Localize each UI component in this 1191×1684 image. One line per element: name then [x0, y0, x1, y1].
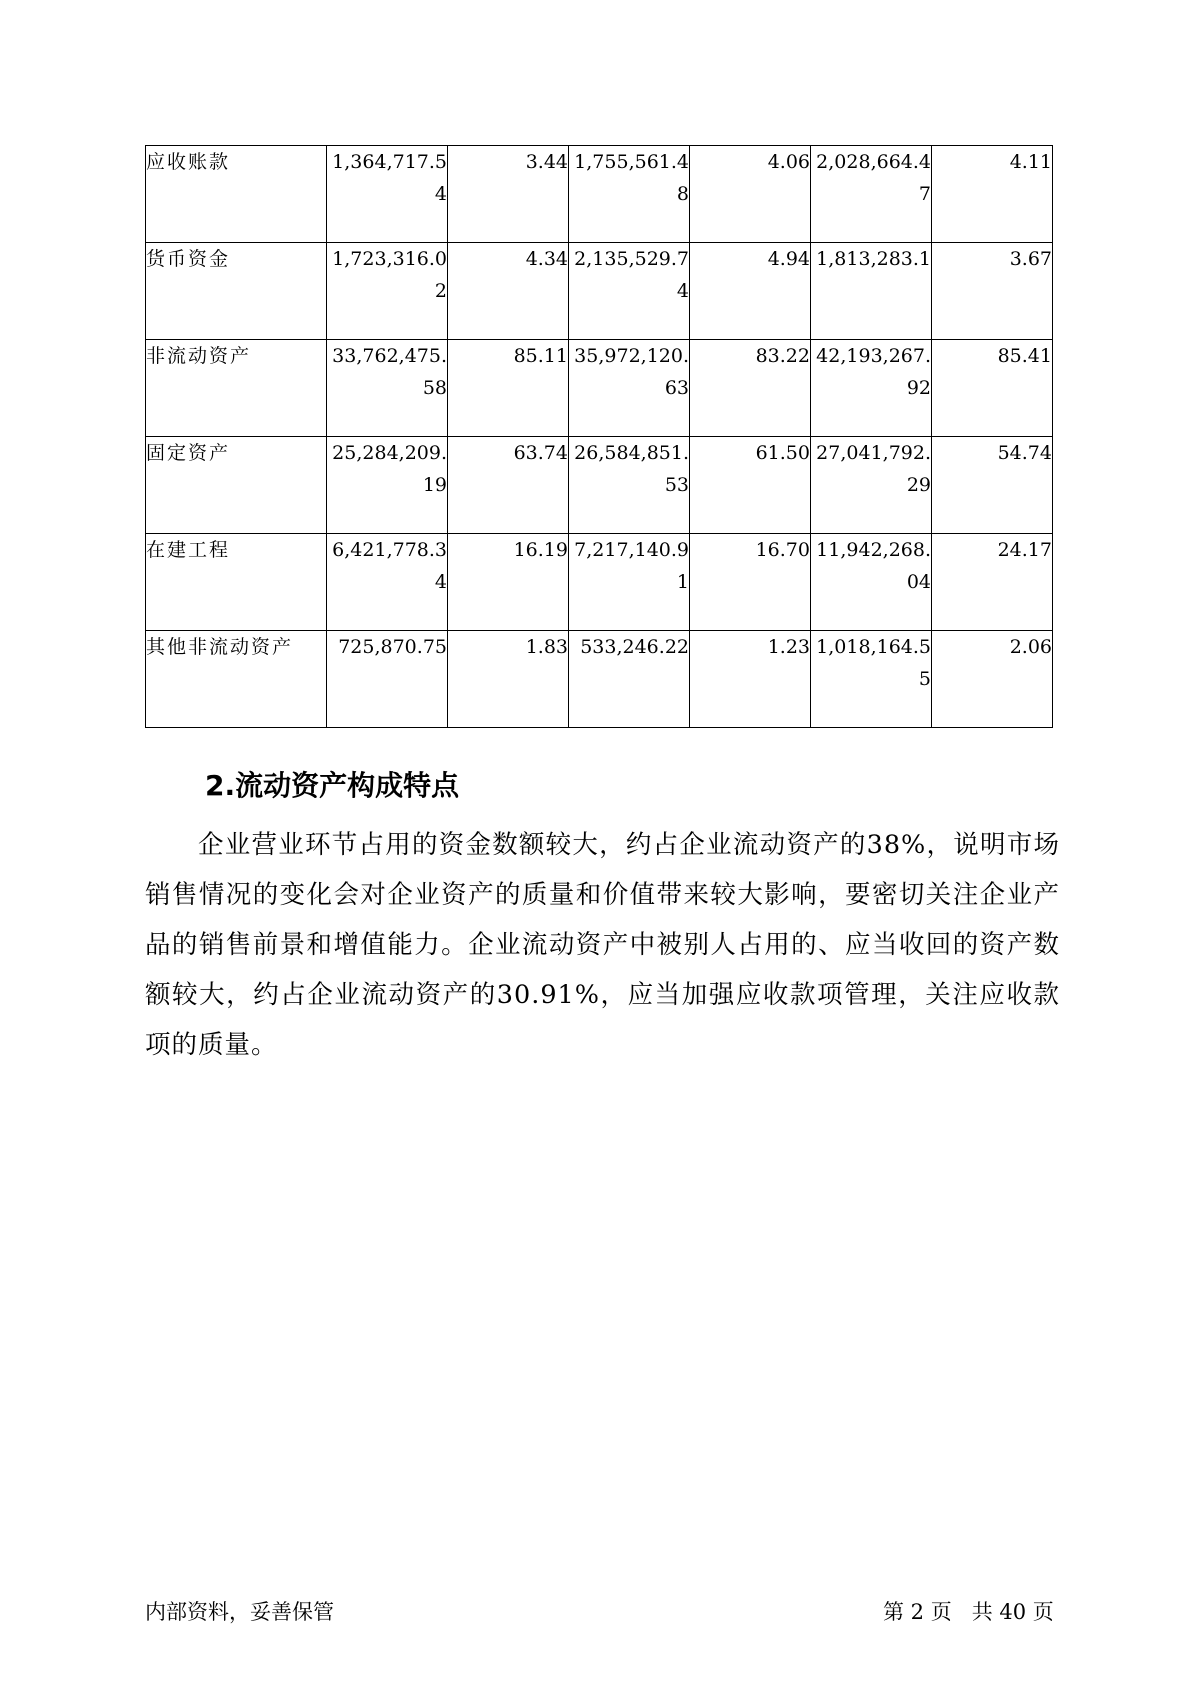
percent-cell: 16.19	[448, 534, 569, 631]
percent-cell: 85.11	[448, 340, 569, 437]
percent-cell: 2.06	[932, 631, 1053, 728]
table-row	[146, 631, 1053, 728]
row-name: 固定资产	[146, 437, 327, 534]
table-row	[146, 437, 1053, 534]
percent-cell: 24.17	[932, 534, 1053, 631]
table-row	[146, 534, 1053, 631]
footer-confidential-note: 内部资料，妥善保管	[145, 1600, 334, 1624]
percent-cell: 3.44	[448, 146, 569, 243]
value-cell: 1,755,561.48	[569, 146, 690, 243]
percent-cell: 1.83	[448, 631, 569, 728]
table-row	[146, 243, 1053, 340]
value-cell: 35,972,120.63	[569, 340, 690, 437]
value-cell: 6,421,778.34	[327, 534, 448, 631]
percent-cell: 4.11	[932, 146, 1053, 243]
value-cell: 27,041,792.29	[811, 437, 932, 534]
table-row	[146, 146, 1053, 243]
footer-page-number: 第 2 页 共 40 页	[883, 1600, 1054, 1624]
percent-cell: 61.50	[690, 437, 811, 534]
value-cell: 7,217,140.91	[569, 534, 690, 631]
value-cell: 1,364,717.54	[327, 146, 448, 243]
table-row	[146, 340, 1053, 437]
value-cell: 26,584,851.53	[569, 437, 690, 534]
body-paragraph: 企业营业环节占用的资金数额较大，约占企业流动资产的38%，说明市场销售情况的变化会对企业资产的质量和价值带来较大影响，要密切关注企业产品的销售前景和增值能力。企业流动资产中被别人占用的、应当收回的资产数额较大，约占企业流动资产的30.91%，应当加强应收款项管理，关注应收款项的质量。	[145, 830, 1060, 1060]
row-name: 在建工程	[146, 534, 327, 631]
row-name: 货币资金	[146, 243, 327, 340]
value-cell: 11,942,268.04	[811, 534, 932, 631]
percent-cell: 1.23	[690, 631, 811, 728]
value-cell: 25,284,209.19	[327, 437, 448, 534]
asset-structure-table	[145, 145, 1053, 728]
percent-cell: 4.94	[690, 243, 811, 340]
row-name: 非流动资产	[146, 340, 327, 437]
row-name: 其他非流动资产	[146, 631, 327, 728]
value-cell: 2,028,664.47	[811, 146, 932, 243]
percent-cell: 63.74	[448, 437, 569, 534]
percent-cell: 54.74	[932, 437, 1053, 534]
percent-cell: 4.34	[448, 243, 569, 340]
percent-cell: 3.67	[932, 243, 1053, 340]
row-name: 应收账款	[146, 146, 327, 243]
value-cell: 725,870.75	[327, 631, 448, 728]
percent-cell: 85.41	[932, 340, 1053, 437]
percent-cell: 4.06	[690, 146, 811, 243]
value-cell: 1,018,164.55	[811, 631, 932, 728]
percent-cell: 83.22	[690, 340, 811, 437]
value-cell: 533,246.22	[569, 631, 690, 728]
percent-cell: 16.70	[690, 534, 811, 631]
value-cell: 42,193,267.92	[811, 340, 932, 437]
value-cell: 1,813,283.1	[811, 243, 932, 340]
value-cell: 1,723,316.02	[327, 243, 448, 340]
section-heading: 2.流动资产构成特点	[205, 769, 460, 802]
value-cell: 2,135,529.74	[569, 243, 690, 340]
value-cell: 33,762,475.58	[327, 340, 448, 437]
